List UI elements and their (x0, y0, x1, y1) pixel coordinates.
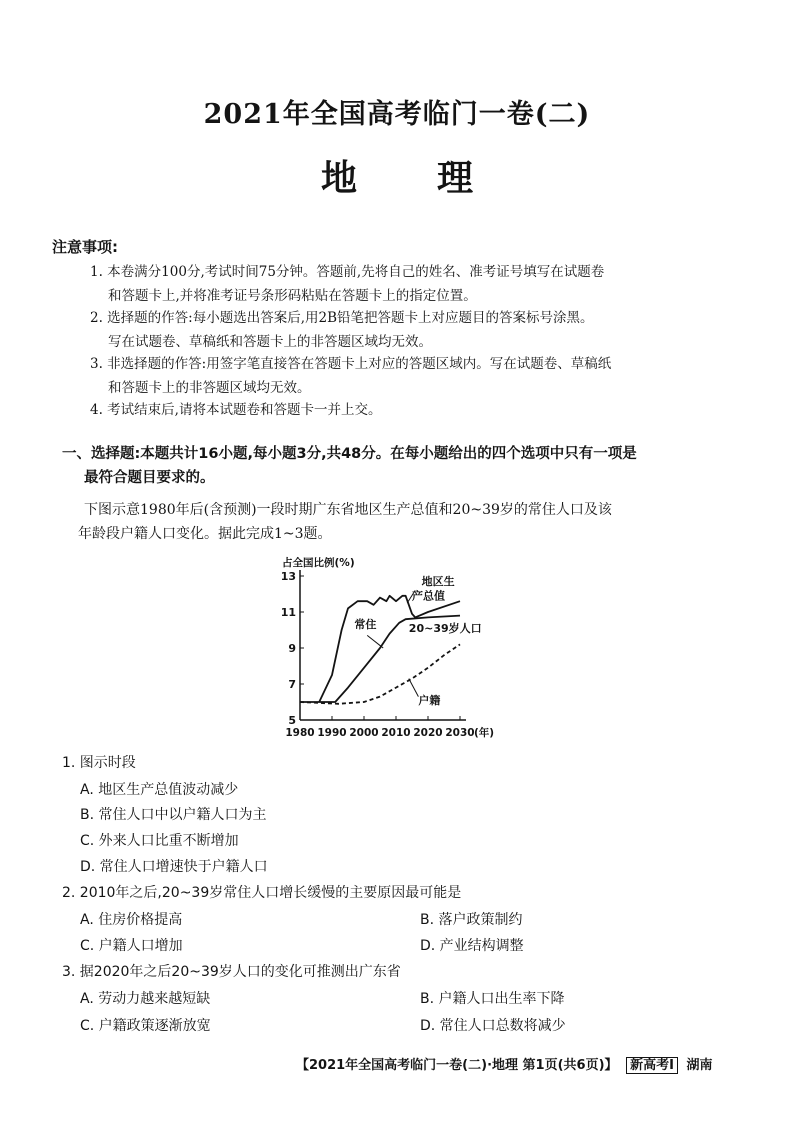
answer-option[interactable]: D. 常住人口总数将减少 (420, 1018, 566, 1034)
annotation-label: 地区生 (421, 575, 455, 588)
footer-region: 湖南 (686, 1058, 713, 1073)
footer-badge: 新高考Ⅰ (626, 1057, 678, 1074)
x-tick-label: 2030 (445, 727, 475, 739)
answer-option[interactable]: A. 住房价格提高 (80, 912, 183, 928)
intro-line: 下图示意1980年后(含预测)一段时期广东省地区生产总值和20~39岁的常住人口及该 (84, 502, 612, 518)
answer-option[interactable]: A. 劳动力越来越短缺 (80, 991, 211, 1007)
footer-page-number: 第1页(共6页)】 (522, 1058, 618, 1073)
answer-option[interactable]: B. 户籍人口出生率下降 (420, 991, 565, 1007)
footer-exam-name: 【2021年全国高考临门一卷(二)·地理 (296, 1058, 519, 1073)
annotation-leader (367, 635, 383, 648)
answer-option[interactable]: B. 落户政策制约 (420, 912, 523, 928)
answer-option[interactable]: C. 户籍政策逐渐放宽 (80, 1018, 211, 1034)
x-tick-label: 2010 (381, 727, 411, 739)
y-tick-label: 9 (288, 642, 296, 655)
notice-heading: 注意事项: (52, 238, 118, 256)
question-stem: 3. 据2020年之后20~39岁人口的变化可推测出广东省 (62, 964, 401, 980)
x-tick-label: 2000 (349, 727, 379, 739)
answer-option[interactable]: D. 产业结构调整 (420, 938, 524, 954)
question-stem: 1. 图示时段 (62, 755, 136, 771)
x-axis-label: (年) (473, 727, 495, 739)
question-stem: 2. 2010年之后,20~39岁常住人口增长缓慢的主要原因最可能是 (62, 885, 462, 901)
annotation-label: 产总值 (412, 589, 445, 603)
exam-title: 2021年全国高考临门一卷(二) (203, 99, 591, 130)
answer-option[interactable]: A. 地区生产总值波动减少 (80, 782, 239, 798)
annotation-label: 20~39岁人口 (408, 621, 482, 635)
section-heading (62, 442, 732, 490)
answer-option[interactable]: D. 常住人口增速快于户籍人口 (80, 859, 268, 875)
section-line: 最符合题目要求的。 (84, 470, 215, 486)
annotation-leader (409, 679, 419, 697)
notice-item (90, 260, 730, 308)
y-tick-label: 13 (280, 570, 296, 583)
notice-line: 3. 非选择题的作答:用签字笔直接答在答题卡上对应的答题区域内。写在试题卷、草稿纸 (90, 356, 612, 372)
notice-line: 4. 考试结束后,请将本试题卷和答题卡一并上交。 (90, 402, 382, 418)
annotation-label: 常住 (354, 618, 377, 632)
y-tick-label: 5 (288, 714, 296, 727)
section-line: 一、选择题:本题共计16小题,每小题3分,共48分。在每小题给出的四个选项中只有一项是 (62, 446, 637, 462)
question-intro (78, 498, 734, 546)
notice-item (90, 398, 730, 422)
population-gdp-chart (252, 550, 512, 750)
notice-line: 2. 选择题的作答:每小题选出答案后,用2B铅笔把答题卡上对应题目的答案标号涂黑。 (90, 310, 594, 326)
answer-option[interactable]: C. 户籍人口增加 (80, 938, 183, 954)
y-axis-label: 占全国比例(%) (282, 557, 355, 569)
series-line (319, 596, 460, 702)
answer-option[interactable]: C. 外来人口比重不断增加 (80, 833, 239, 849)
answer-option[interactable]: B. 常住人口中以户籍人口为主 (80, 807, 267, 823)
x-tick-label: 1980 (285, 727, 315, 739)
notice-line: 和答题卡上,并将准考证号条形码粘贴在答题卡上的指定位置。 (108, 288, 477, 304)
y-tick-label: 7 (288, 678, 296, 691)
annotation-label: 户籍 (418, 693, 441, 707)
notice-line: 写在试题卷、草稿纸和答题卡上的非答题区域均无效。 (108, 334, 432, 350)
subject-title (0, 150, 794, 201)
notice-line: 和答题卡上的非答题区域均无效。 (108, 380, 311, 396)
subject-char-1: 地 (320, 158, 357, 199)
intro-line: 年龄段户籍人口变化。据此完成1~3题。 (78, 526, 332, 542)
x-tick-label: 1990 (317, 727, 347, 739)
x-tick-label: 2020 (413, 727, 443, 739)
subject-char-2: 理 (437, 158, 474, 199)
notice-item (90, 306, 730, 354)
y-tick-label: 11 (280, 606, 296, 619)
notice-line: 1. 本卷满分100分,考试时间75分钟。答题前,先将自己的姓名、准考证号填写在试题卷 (90, 264, 605, 280)
notice-item (90, 352, 730, 400)
page-footer (296, 1054, 712, 1073)
